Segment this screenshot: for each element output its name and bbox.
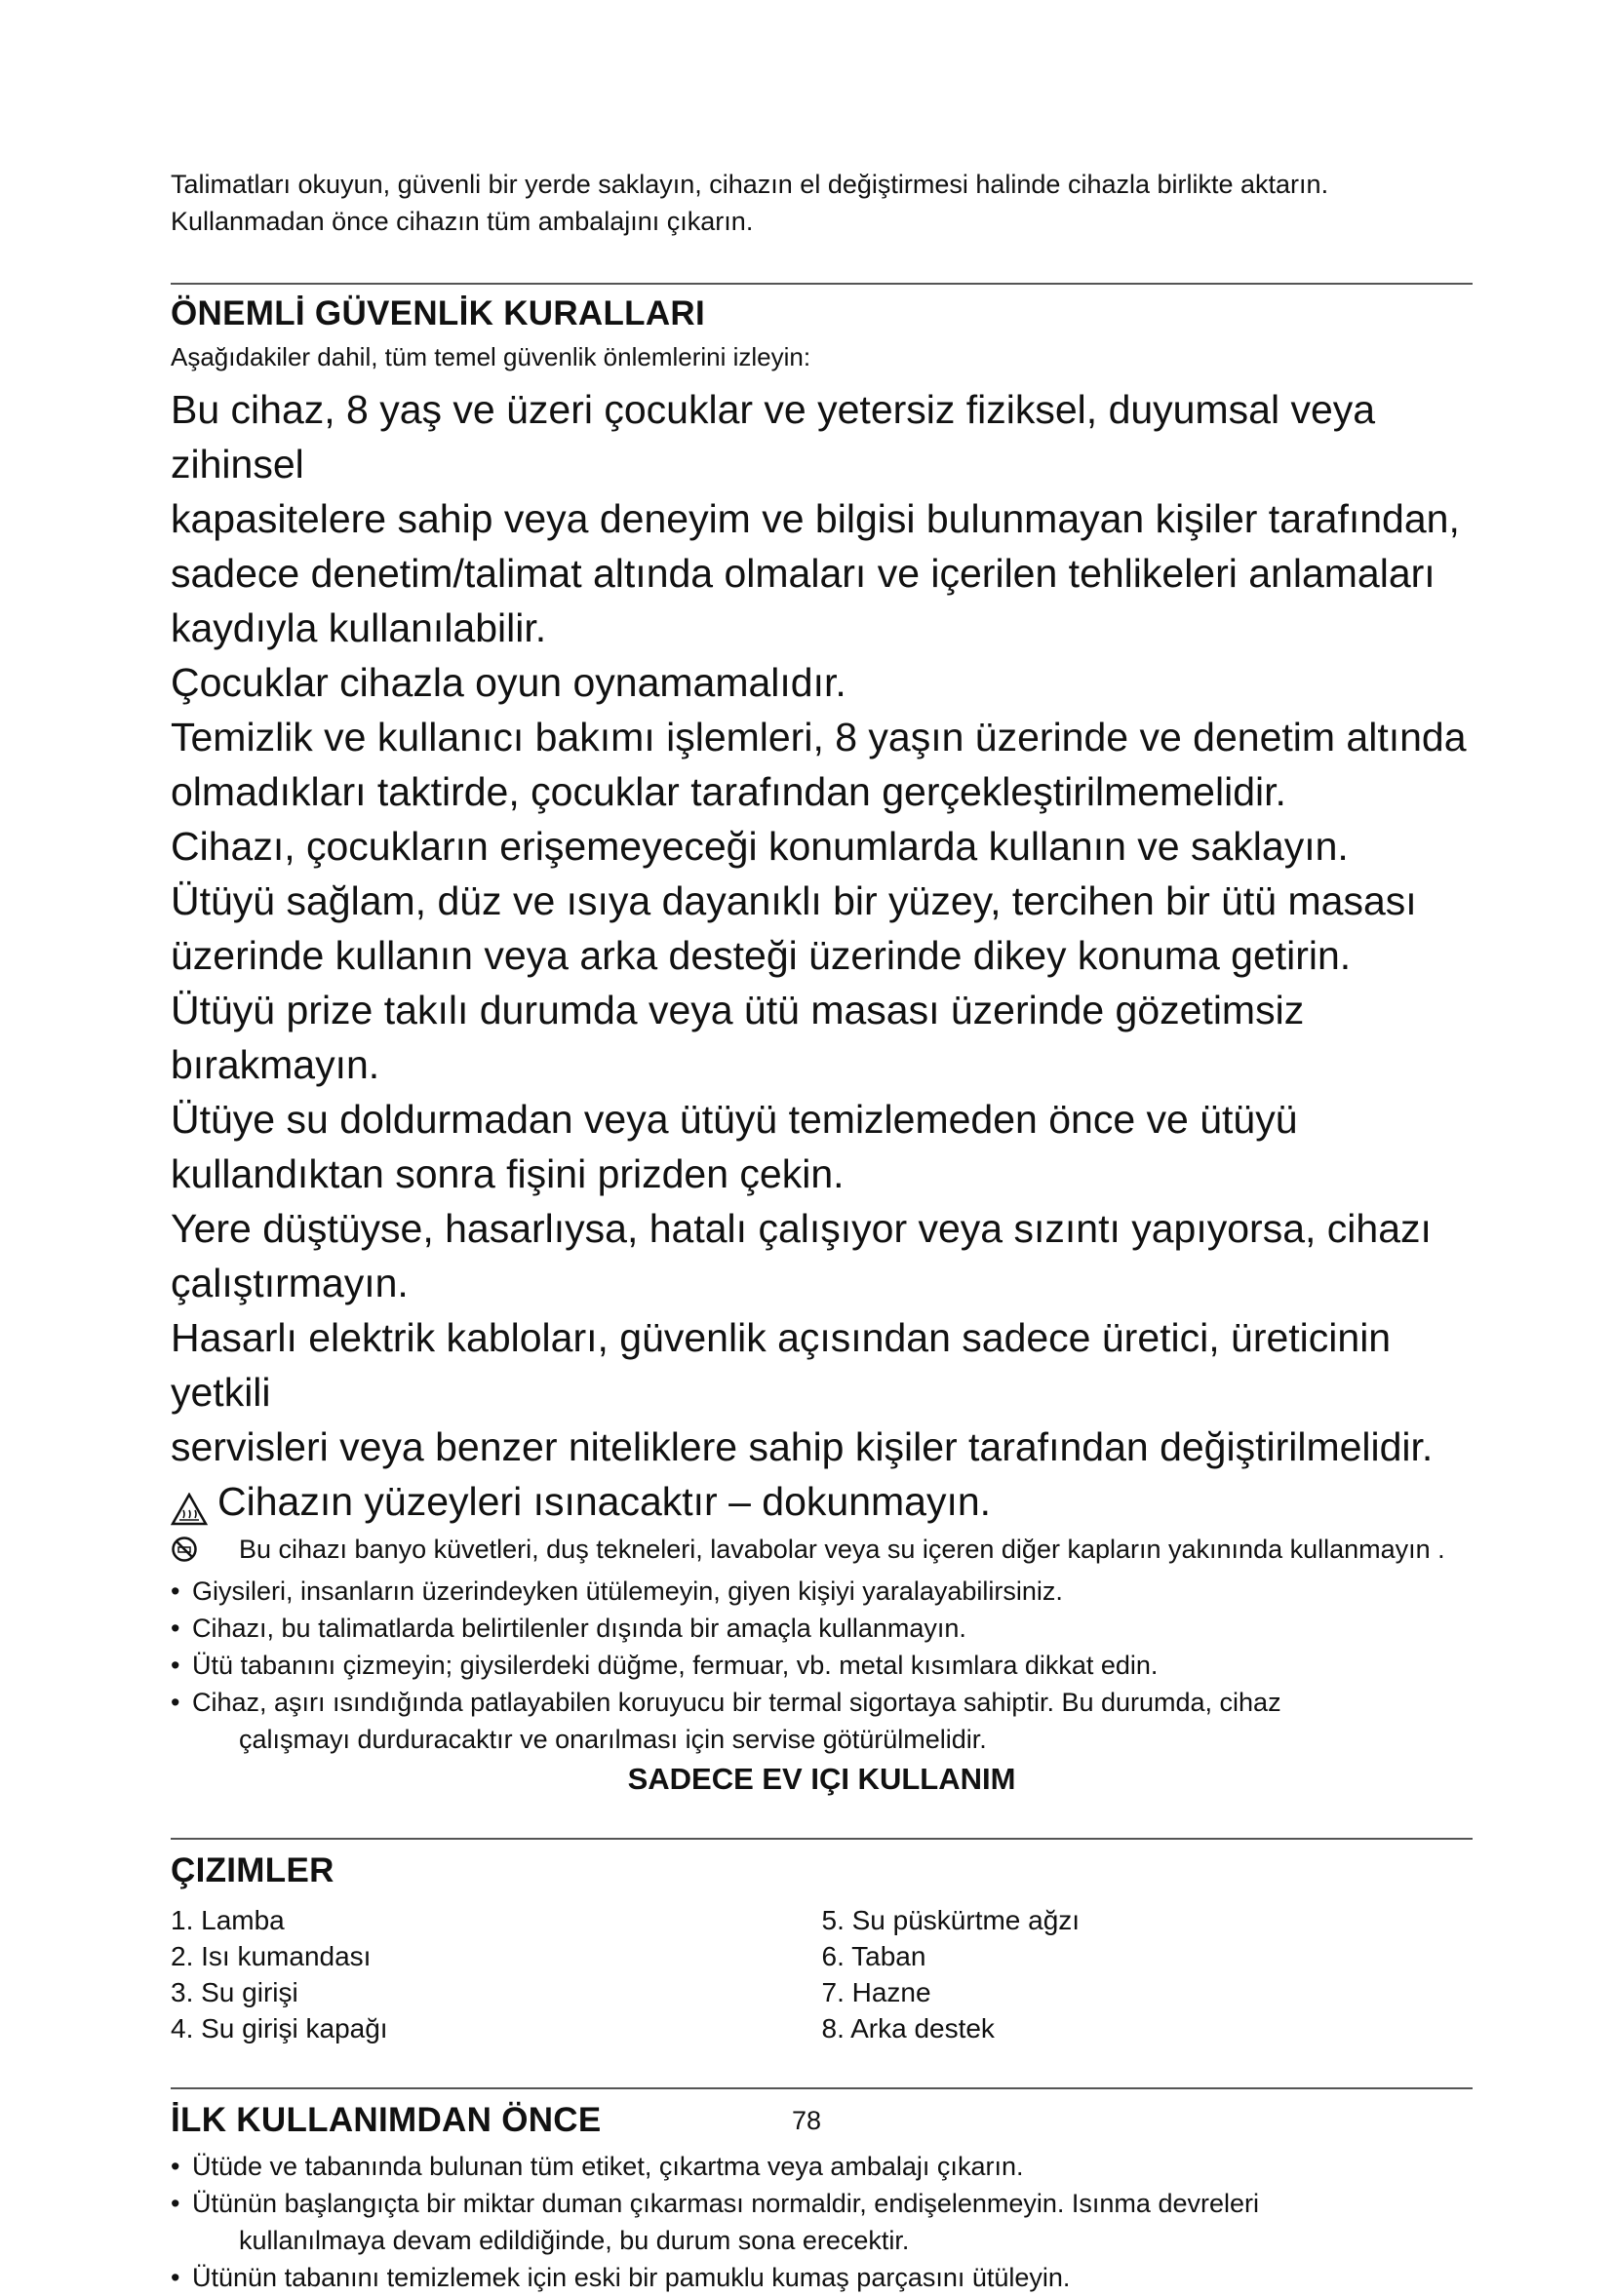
safety-line: Bu cihaz, 8 yaş ve üzeri çocuklar ve yetersiz fiziksel, duyumsal veya zihinsel [171, 387, 1376, 486]
safety-big-text [171, 382, 1473, 1529]
safety-subtitle: Aşağıdakiler dahil, tüm temel güvenlik önlemlerini izleyin: [171, 342, 811, 371]
intro-line: Kullanmadan önce cihazın tüm ambalajını çıkarın. [171, 207, 754, 236]
bullet-item: • Ütüde ve tabanında bulunan tüm etiket, çıkartma veya ambalajı çıkarın. [171, 2148, 1473, 2185]
safety-line: kaydıyla kullanılabilir. [171, 605, 547, 650]
first-use-heading: İLK KULLANIMDAN ÖNCE [171, 2101, 602, 2139]
safety-line: sadece denetim/talimat altında olmaları ve içerilen tehlikeleri anlamaları [171, 551, 1436, 596]
no-bath-icon [171, 1531, 239, 1573]
safety-line: Çocuklar cihazla oyun oynamamalıdır. [171, 660, 846, 705]
intro [171, 166, 1473, 240]
bullet-item: • Cihazı, bu talimatlarda belirtilenler dışında bir amaçla kullanmayın. [171, 1610, 1473, 1647]
hot-surface-warning [171, 1474, 1473, 1529]
manual-page [171, 166, 1473, 2296]
parts-column-left [171, 1902, 822, 2046]
safety-line: olmadıkları taktirde, çocuklar tarafından gerçekleştirilmemelidir. [171, 769, 1286, 814]
part-item: 2. Isı kumandası [171, 1941, 372, 1971]
safety-line: Ütüyü sağlam, düz ve ısıya dayanıklı bir yüzey, tercihen bir ütü masası [171, 878, 1417, 923]
parts-column-right [822, 1902, 1474, 2046]
bullet-item: • Cihaz, aşırı ısındığında patlayabilen koruyucu bir termal sigortaya sahiptir. Bu durumda, cihaz [171, 1684, 1473, 1721]
part-item: 3. Su girişi [171, 1977, 298, 2007]
safety-line: Yere düştüyse, hasarlıysa, hatalı çalışıyor veya sızıntı yapıyorsa, cihazı [171, 1206, 1432, 1251]
part-item: 1. Lamba [171, 1905, 285, 1935]
safety-line: Temizlik ve kullanıcı bakımı işlemleri, 8 yaşın üzerinde ve denetim altında [171, 715, 1467, 759]
divider [171, 283, 1473, 285]
safety-line: servisleri veya benzer niteliklere sahip kişiler tarafından değiştirilmelidir. [171, 1424, 1434, 1469]
bullet-text: Ütünün başlangıçta bir miktar duman çıkarması normaldir, endişelenmeyin. Isınma devreleri [192, 2189, 1259, 2218]
bullet-item: • Ütünün başlangıçta bir miktar duman çıkarması normaldir, endişelenmeyin. Isınma devreleri [171, 2185, 1473, 2222]
bullet-text: Giysileri, insanların üzerindeyken ütülemeyin, giyen kişiyi yaralayabilirsiniz. [192, 1576, 1063, 1606]
safety-line: Ütüye su doldurmadan veya ütüyü temizlemeden önce ve ütüyü [171, 1097, 1298, 1142]
divider [171, 1838, 1473, 1840]
safety-line: kullandıktan sonra fişini prizden çekin. [171, 1151, 845, 1196]
bullet-continuation: kullanılmaya devam edildiğinde, bu durum sona erecektir. [239, 2226, 910, 2255]
safety-line: kapasitelere sahip veya deneyim ve bilgisi bulunmayan kişiler tarafından, [171, 496, 1460, 541]
part-item: 7. Hazne [821, 1977, 931, 2007]
intro-line: Talimatları okuyun, güvenli bir yerde saklayın, cihazın el değiştirmesi halinde cihazla birlikte aktarın. [171, 170, 1329, 199]
hot-surface-warning-icon [171, 1485, 208, 1518]
part-item: 4. Su girişi kapağı [171, 2013, 388, 2043]
hot-surface-warning-text: Cihazın yüzeyleri ısınacaktır – dokunmayın. [217, 1479, 992, 1524]
bath-warning [171, 1531, 1473, 1573]
bullet-item: • Ütü tabanını çizmeyin; giysilerdeki düğme, fermuar, vb. metal kısımlara dikkat edin. [171, 1647, 1473, 1684]
household-use-title: SADECE EV IÇI KULLANIM [627, 1762, 1016, 1796]
bullet-text: Cihazı, bu talimatlarda belirtilenler dışında bir amaçla kullanmayın. [192, 1614, 966, 1643]
safety-line: Hasarlı elektrik kabloları, güvenlik açısından sadece üretici, üreticinin yetkili [171, 1315, 1392, 1415]
page-number: 78 [791, 2106, 822, 2135]
safety-line: Ütüyü prize takılı durumda veya ütü masası üzerinde gözetimsiz bırakmayın. [171, 988, 1305, 1087]
safety-line: çalıştırmayın. [171, 1261, 409, 1305]
parts-list [171, 1902, 1473, 2046]
bullet-text: Ütünün tabanını temizlemek için eski bir pamuklu kumaş parçasını ütüleyin. [192, 2263, 1071, 2292]
drawings-heading: ÇIZIMLER [171, 1851, 334, 1889]
bullet-item: • Giysileri, insanların üzerindeyken ütülemeyin, giyen kişiyi yaralayabilirsiniz. [171, 1573, 1473, 1610]
part-item: 8. Arka destek [821, 2013, 995, 2043]
safety-line: üzerinde kullanın veya arka desteği üzerinde dikey konuma getirin. [171, 933, 1352, 978]
part-item: 6. Taban [821, 1941, 926, 1971]
bullet-continuation: çalışmayı durduracaktır ve onarılması için servise götürülmelidir. [239, 1725, 987, 1754]
safety-heading: ÖNEMLİ GÜVENLİK KURALLARI [171, 294, 706, 332]
bullet-text: Ütüde ve tabanında bulunan tüm etiket, çıkartma veya ambalajı çıkarın. [192, 2152, 1024, 2181]
part-item: 5. Su püskürtme ağzı [821, 1905, 1081, 1935]
bullet-text: Ütü tabanını çizmeyin; giysilerdeki düğme, fermuar, vb. metal kısımlara dikkat edin. [192, 1651, 1159, 1680]
safety-line: Cihazı, çocukların erişemeyeceği konumlarda kullanın ve saklayın. [171, 824, 1349, 869]
bullet-text: Cihaz, aşırı ısındığında patlayabilen koruyucu bir termal sigortaya sahiptir. Bu durumda, cihaz [192, 1688, 1281, 1717]
bullet-item: • Ütünün tabanını temizlemek için eski bir pamuklu kumaş parçasını ütüleyin. [171, 2259, 1473, 2296]
divider [171, 2087, 1473, 2089]
bath-warning-text: Bu cihazı banyo küvetleri, duş tekneleri, lavabolar veya su içeren diğer kapların yakınında kullanmayın . [239, 1535, 1445, 1564]
